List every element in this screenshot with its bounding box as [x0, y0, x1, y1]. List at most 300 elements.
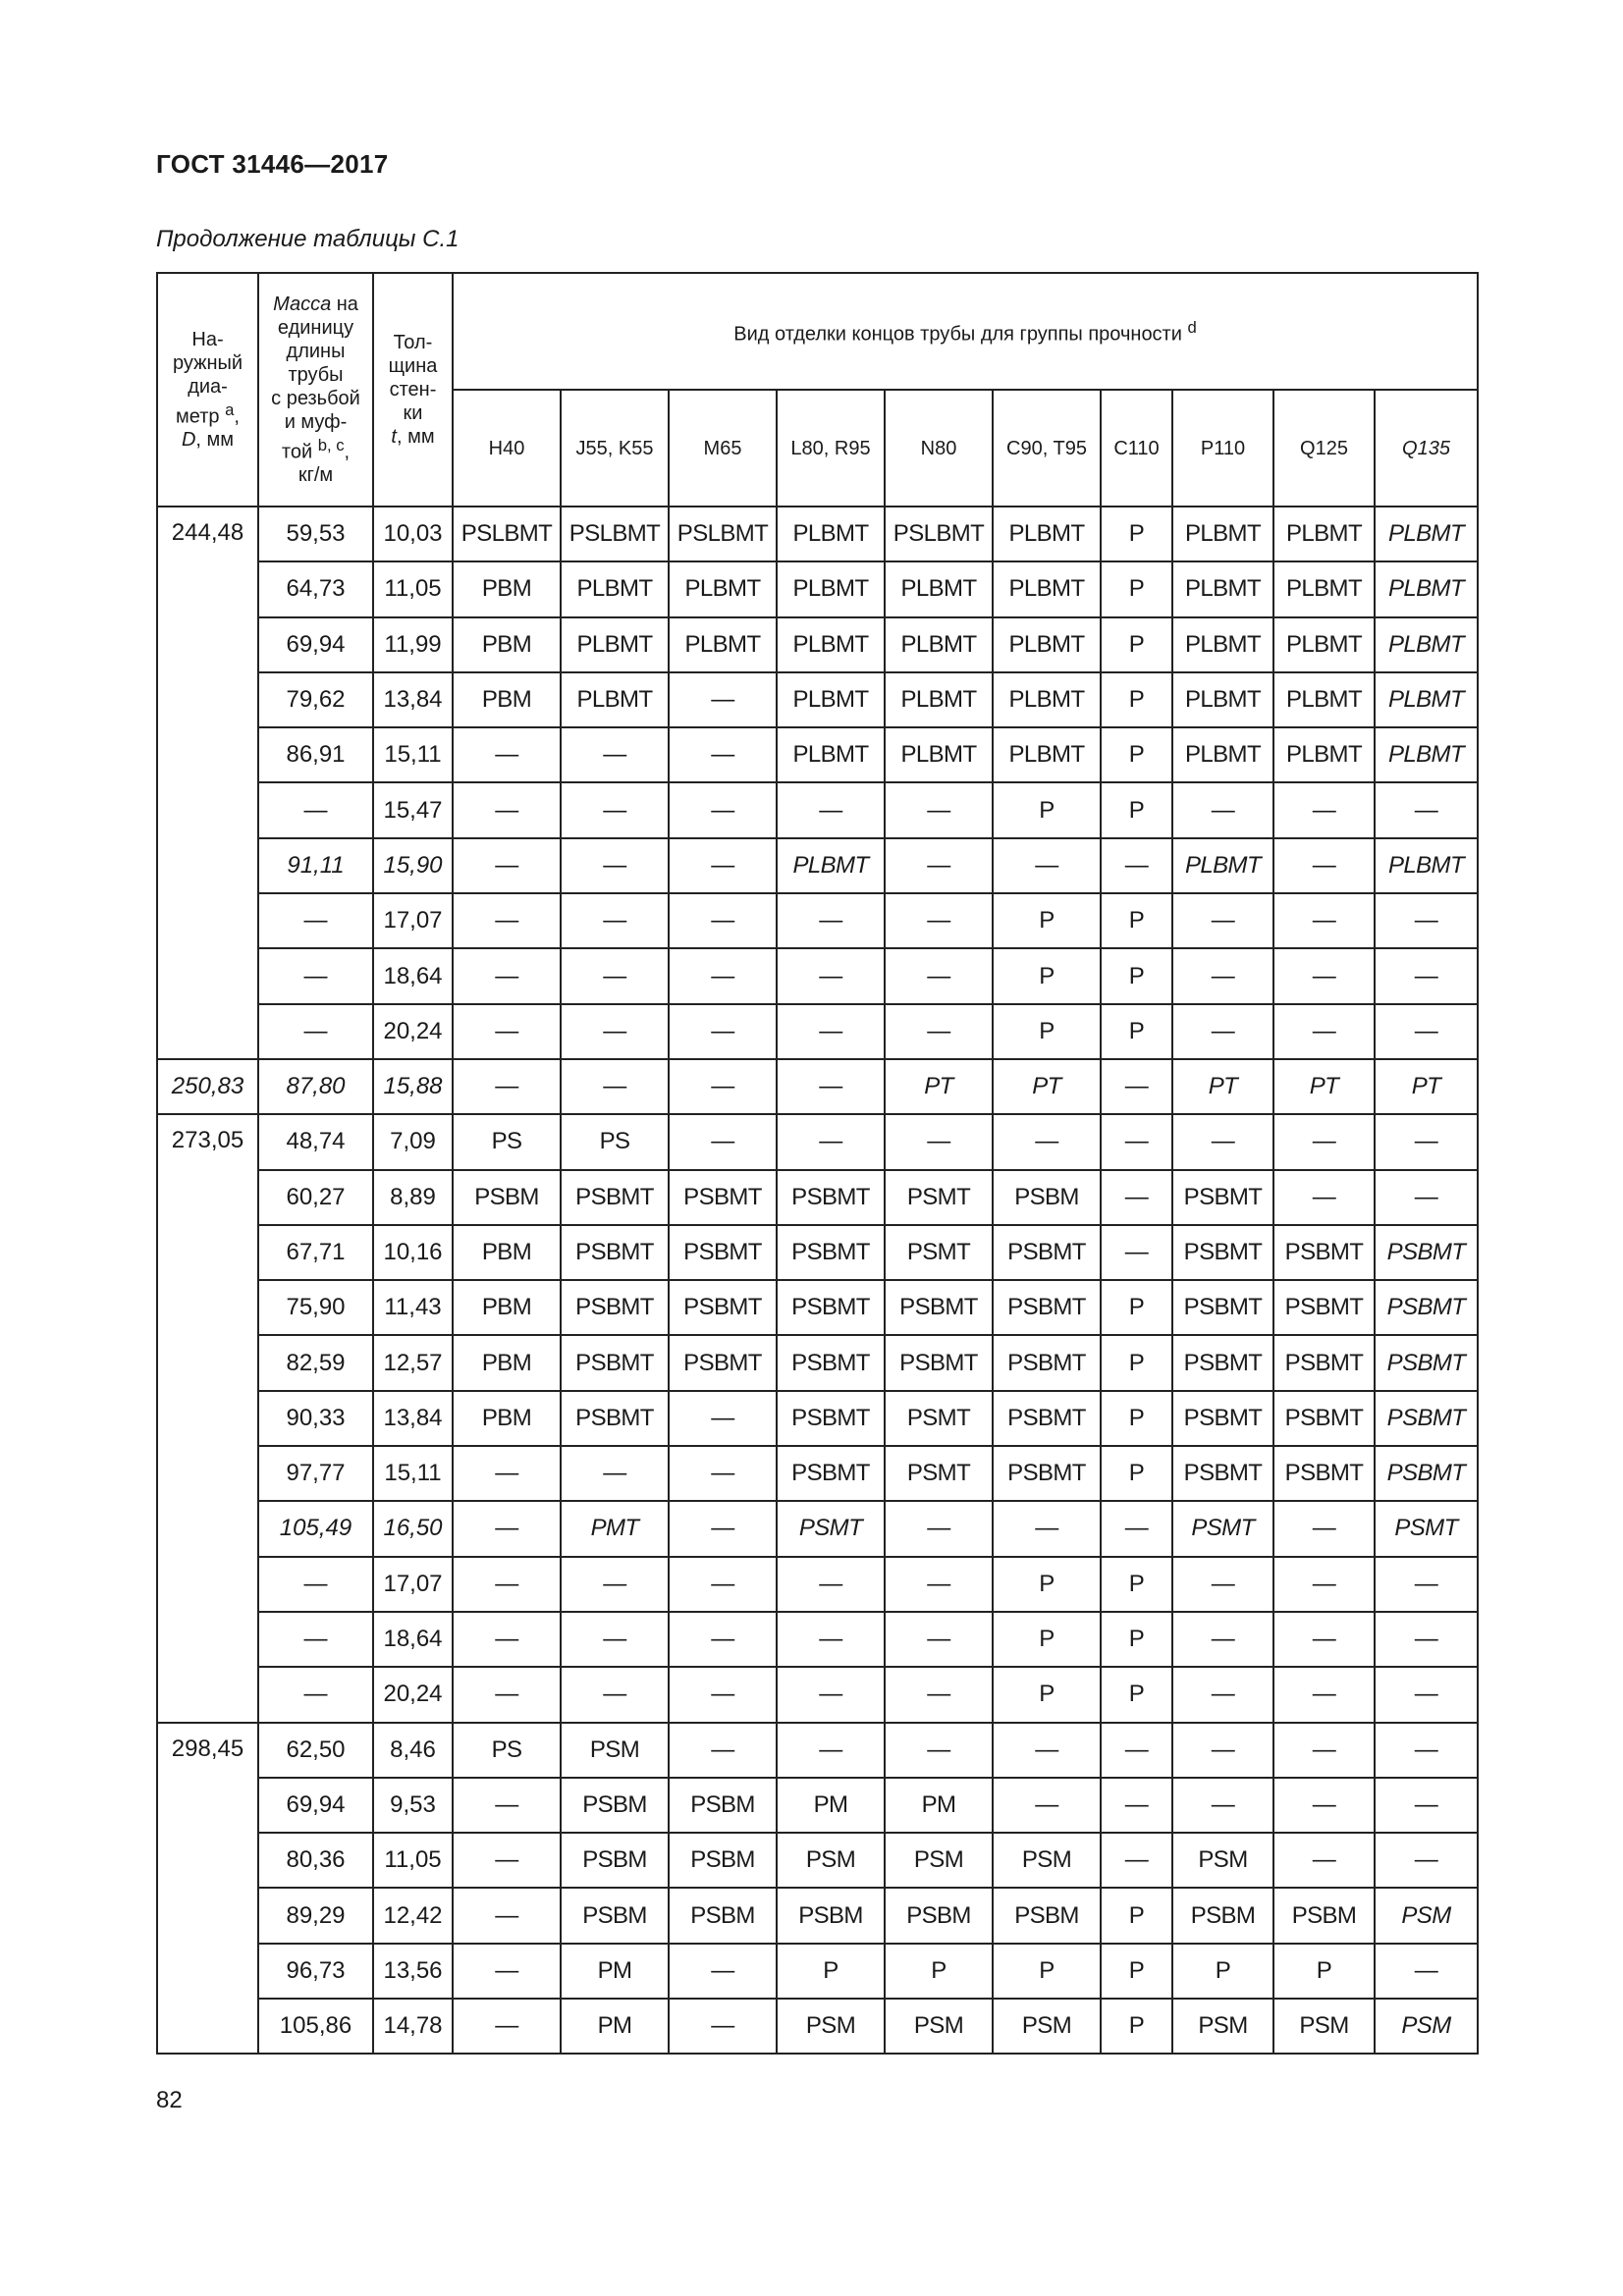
- finish-cell: PSM: [993, 1999, 1101, 2054]
- grade-header: Q135: [1375, 390, 1478, 507]
- finish-cell: —: [885, 1667, 993, 1722]
- finish-cell: —: [1101, 1225, 1172, 1280]
- thickness-cell: 15,47: [373, 782, 453, 837]
- table-row: [157, 1391, 1478, 1446]
- finish-cell: PSM: [993, 1833, 1101, 1888]
- finish-cell: PSMT: [885, 1446, 993, 1501]
- finish-cell: —: [1273, 1170, 1375, 1225]
- finish-cell: PLBMT: [777, 507, 885, 561]
- finish-cell: P: [1101, 1391, 1172, 1446]
- finish-cell: —: [1375, 1778, 1478, 1833]
- thickness-cell: 10,03: [373, 507, 453, 561]
- finish-cell: PSBMT: [1172, 1391, 1273, 1446]
- finish-cell: PLBMT: [561, 561, 669, 616]
- finish-cell: —: [1273, 1667, 1375, 1722]
- finish-cell: —: [453, 1557, 561, 1612]
- finish-cell: —: [1273, 893, 1375, 948]
- finish-cell: —: [453, 727, 561, 782]
- finish-cell: —: [1273, 1612, 1375, 1667]
- finish-cell: P: [885, 1944, 993, 1999]
- thickness-cell: 11,05: [373, 561, 453, 616]
- finish-cell: —: [669, 1114, 777, 1169]
- finish-cell: PLBMT: [777, 672, 885, 727]
- finish-cell: PSBMT: [993, 1446, 1101, 1501]
- finish-cell: PSLBMT: [453, 507, 561, 561]
- thickness-cell: 15,11: [373, 1446, 453, 1501]
- finish-cell: PSM: [561, 1723, 669, 1778]
- finish-cell: P: [993, 1557, 1101, 1612]
- finish-cell: P: [1101, 1612, 1172, 1667]
- finish-cell: PM: [561, 1944, 669, 1999]
- finish-cell: —: [453, 1999, 561, 2054]
- finish-cell: PLBMT: [1273, 727, 1375, 782]
- finish-cell: —: [669, 1944, 777, 1999]
- finish-cell: —: [1273, 1501, 1375, 1556]
- finish-cell: PLBMT: [669, 561, 777, 616]
- finish-cell: PSBMT: [1273, 1446, 1375, 1501]
- finish-cell: PSBMT: [777, 1225, 885, 1280]
- finish-cell: P: [993, 782, 1101, 837]
- finish-cell: —: [777, 1667, 885, 1722]
- table-row: [157, 1335, 1478, 1390]
- finish-cell: PBM: [453, 1335, 561, 1390]
- finish-cell: PSBMT: [993, 1335, 1101, 1390]
- table-row: [157, 561, 1478, 616]
- finish-cell: PLBMT: [993, 617, 1101, 672]
- grade-header: C110: [1101, 390, 1172, 507]
- finish-cell: —: [669, 948, 777, 1003]
- finish-cell: —: [669, 1612, 777, 1667]
- finish-cell: —: [453, 1833, 561, 1888]
- header-mass: Масса на единицу длины трубы с резьбой и муф- той $^{b, c}$, кг/м: [258, 273, 373, 507]
- finish-cell: PLBMT: [1273, 617, 1375, 672]
- thickness-cell: 13,84: [373, 672, 453, 727]
- finish-cell: —: [669, 1723, 777, 1778]
- table-row: [157, 727, 1478, 782]
- finish-cell: PLBMT: [1172, 617, 1273, 672]
- finish-cell: PSBMT: [993, 1391, 1101, 1446]
- mass-cell: —: [258, 782, 373, 837]
- finish-cell: —: [1172, 1778, 1273, 1833]
- thickness-cell: 20,24: [373, 1667, 453, 1722]
- finish-cell: PLBMT: [777, 727, 885, 782]
- grade-header: M65: [669, 390, 777, 507]
- finish-cell: —: [453, 1501, 561, 1556]
- finish-cell: —: [1101, 1170, 1172, 1225]
- mass-cell: 90,33: [258, 1391, 373, 1446]
- thickness-cell: 12,42: [373, 1888, 453, 1943]
- mass-cell: 105,86: [258, 1999, 373, 2054]
- finish-cell: —: [777, 1557, 885, 1612]
- finish-cell: PS: [453, 1723, 561, 1778]
- mass-cell: —: [258, 1557, 373, 1612]
- page-number: 82: [156, 2087, 183, 2113]
- finish-cell: —: [993, 1114, 1101, 1169]
- finish-cell: —: [669, 1667, 777, 1722]
- table-row: [157, 1557, 1478, 1612]
- finish-cell: —: [777, 1612, 885, 1667]
- mass-cell: 87,80: [258, 1059, 373, 1114]
- finish-cell: PSBM: [453, 1170, 561, 1225]
- finish-cell: PSBMT: [1172, 1225, 1273, 1280]
- table-row: [157, 1114, 1478, 1169]
- table-row: [157, 1501, 1478, 1556]
- finish-cell: P: [1101, 1667, 1172, 1722]
- finish-cell: PLBMT: [993, 727, 1101, 782]
- finish-cell: PLBMT: [561, 617, 669, 672]
- finish-cell: —: [1375, 1723, 1478, 1778]
- table-row: [157, 1280, 1478, 1335]
- table-row: [157, 617, 1478, 672]
- finish-cell: —: [669, 782, 777, 837]
- finish-cell: —: [1172, 1114, 1273, 1169]
- finish-cell: PBM: [453, 561, 561, 616]
- finish-cell: PSBM: [1172, 1888, 1273, 1943]
- finish-cell: P: [993, 1004, 1101, 1059]
- finish-cell: P: [1101, 672, 1172, 727]
- finish-cell: —: [453, 1004, 561, 1059]
- finish-cell: PT: [1375, 1059, 1478, 1114]
- finish-cell: PSBM: [561, 1778, 669, 1833]
- diameter-cell: 273,05: [157, 1114, 258, 1722]
- finish-cell: PLBMT: [885, 672, 993, 727]
- finish-cell: PT: [885, 1059, 993, 1114]
- mass-cell: 82,59: [258, 1335, 373, 1390]
- finish-cell: —: [453, 1612, 561, 1667]
- finish-cell: PLBMT: [1273, 507, 1375, 561]
- finish-cell: —: [561, 893, 669, 948]
- finish-cell: —: [1101, 1059, 1172, 1114]
- finish-cell: PSBMT: [1172, 1280, 1273, 1335]
- finish-cell: —: [453, 838, 561, 893]
- finish-cell: —: [561, 1557, 669, 1612]
- finish-cell: PSBMT: [1273, 1335, 1375, 1390]
- thickness-cell: 18,64: [373, 1612, 453, 1667]
- finish-cell: PLBMT: [1273, 672, 1375, 727]
- finish-cell: PSM: [1375, 1999, 1478, 2054]
- finish-cell: —: [561, 1667, 669, 1722]
- finish-cell: —: [1172, 1612, 1273, 1667]
- finish-cell: —: [1172, 1557, 1273, 1612]
- finish-cell: PS: [453, 1114, 561, 1169]
- finish-cell: PSBMT: [669, 1280, 777, 1335]
- finish-cell: PLBMT: [669, 617, 777, 672]
- finish-cell: PSBM: [993, 1888, 1101, 1943]
- finish-cell: PM: [777, 1778, 885, 1833]
- finish-cell: —: [561, 782, 669, 837]
- finish-cell: —: [453, 1059, 561, 1114]
- finish-cell: PSM: [885, 1833, 993, 1888]
- finish-cell: PSBMT: [777, 1170, 885, 1225]
- finish-cell: —: [1101, 1114, 1172, 1169]
- finish-cell: —: [561, 1446, 669, 1501]
- table-caption: Продолжение таблицы С.1: [156, 226, 460, 252]
- finish-cell: PSBMT: [777, 1280, 885, 1335]
- finish-cell: —: [1172, 1004, 1273, 1059]
- mass-cell: 89,29: [258, 1888, 373, 1943]
- finish-cell: PSM: [777, 1833, 885, 1888]
- finish-cell: —: [669, 1059, 777, 1114]
- finish-cell: —: [1172, 782, 1273, 837]
- finish-cell: PLBMT: [1172, 672, 1273, 727]
- mass-cell: 62,50: [258, 1723, 373, 1778]
- table-row: [157, 1612, 1478, 1667]
- finish-cell: —: [777, 893, 885, 948]
- finish-cell: —: [885, 838, 993, 893]
- mass-cell: 79,62: [258, 672, 373, 727]
- finish-cell: PBM: [453, 617, 561, 672]
- finish-cell: P: [1101, 1004, 1172, 1059]
- finish-cell: P: [1101, 561, 1172, 616]
- grade-header: Q125: [1273, 390, 1375, 507]
- mass-cell: 96,73: [258, 1944, 373, 1999]
- finish-cell: PS: [561, 1114, 669, 1169]
- finish-cell: P: [1101, 1557, 1172, 1612]
- finish-cell: P: [1172, 1944, 1273, 1999]
- finish-cell: PSBMT: [561, 1335, 669, 1390]
- finish-cell: —: [1273, 1833, 1375, 1888]
- thickness-cell: 17,07: [373, 893, 453, 948]
- finish-cell: P: [1101, 893, 1172, 948]
- finish-cell: PLBMT: [993, 507, 1101, 561]
- finish-cell: —: [777, 1059, 885, 1114]
- finish-cell: —: [1172, 1667, 1273, 1722]
- finish-cell: PT: [1273, 1059, 1375, 1114]
- finish-cell: —: [669, 1999, 777, 2054]
- finish-cell: PSBM: [1273, 1888, 1375, 1943]
- header-diameter: На- ружный диа- метр $^a$, D, мм: [157, 273, 258, 507]
- finish-cell: —: [561, 838, 669, 893]
- finish-cell: PSMT: [885, 1391, 993, 1446]
- finish-cell: PSBMT: [1375, 1335, 1478, 1390]
- finish-cell: PSMT: [885, 1225, 993, 1280]
- table-row: [157, 1225, 1478, 1280]
- finish-cell: PLBMT: [777, 838, 885, 893]
- finish-cell: PSBMT: [993, 1225, 1101, 1280]
- finish-cell: PSM: [1273, 1999, 1375, 2054]
- finish-cell: PSBMT: [669, 1225, 777, 1280]
- finish-cell: —: [1101, 838, 1172, 893]
- grade-header: L80, R95: [777, 390, 885, 507]
- finish-cell: PSBMT: [1375, 1280, 1478, 1335]
- finish-cell: P: [1101, 1888, 1172, 1943]
- mass-cell: —: [258, 893, 373, 948]
- finish-cell: —: [1375, 948, 1478, 1003]
- table-row: [157, 1446, 1478, 1501]
- finish-cell: —: [1101, 1778, 1172, 1833]
- finish-cell: —: [669, 672, 777, 727]
- finish-cell: —: [1101, 1723, 1172, 1778]
- mass-cell: 80,36: [258, 1833, 373, 1888]
- finish-cell: —: [885, 948, 993, 1003]
- mass-cell: 86,91: [258, 727, 373, 782]
- finish-cell: PSM: [1172, 1999, 1273, 2054]
- finish-cell: PSBMT: [1172, 1170, 1273, 1225]
- finish-cell: PSMT: [1172, 1501, 1273, 1556]
- mass-cell: 60,27: [258, 1170, 373, 1225]
- finish-cell: —: [993, 1778, 1101, 1833]
- thickness-cell: 11,99: [373, 617, 453, 672]
- finish-cell: PLBMT: [1375, 507, 1478, 561]
- finish-cell: —: [1273, 1004, 1375, 1059]
- finish-cell: PLBMT: [885, 727, 993, 782]
- finish-cell: PSMT: [1375, 1501, 1478, 1556]
- finish-cell: PT: [1172, 1059, 1273, 1114]
- finish-cell: —: [561, 948, 669, 1003]
- finish-cell: PBM: [453, 1225, 561, 1280]
- finish-cell: —: [1375, 1667, 1478, 1722]
- thickness-cell: 9,53: [373, 1778, 453, 1833]
- finish-cell: —: [777, 1004, 885, 1059]
- finish-cell: —: [993, 1501, 1101, 1556]
- finish-cell: PSBMT: [561, 1170, 669, 1225]
- thickness-cell: 15,11: [373, 727, 453, 782]
- finish-cell: PLBMT: [993, 672, 1101, 727]
- finish-cell: PSLBMT: [669, 507, 777, 561]
- finish-cell: —: [561, 727, 669, 782]
- finish-cell: —: [1172, 893, 1273, 948]
- finish-cell: PLBMT: [1375, 617, 1478, 672]
- finish-cell: —: [453, 1667, 561, 1722]
- finish-cell: P: [1101, 617, 1172, 672]
- finish-cell: P: [1101, 1446, 1172, 1501]
- finish-cell: PSBM: [561, 1888, 669, 1943]
- finish-cell: —: [453, 948, 561, 1003]
- mass-cell: 69,94: [258, 1778, 373, 1833]
- finish-cell: —: [993, 838, 1101, 893]
- finish-cell: —: [1375, 1612, 1478, 1667]
- finish-cell: PT: [993, 1059, 1101, 1114]
- table-row: [157, 1888, 1478, 1943]
- finish-cell: —: [669, 1557, 777, 1612]
- finish-cell: PSBM: [885, 1888, 993, 1943]
- finish-cell: PSBM: [669, 1888, 777, 1943]
- finish-cell: PSLBMT: [885, 507, 993, 561]
- finish-cell: PBM: [453, 1391, 561, 1446]
- finish-cell: PSMT: [885, 1170, 993, 1225]
- finish-cell: PSLBMT: [561, 507, 669, 561]
- finish-cell: PSBMT: [1273, 1391, 1375, 1446]
- thickness-cell: 14,78: [373, 1999, 453, 2054]
- finish-cell: —: [1273, 838, 1375, 893]
- table-row: [157, 1059, 1478, 1114]
- mass-cell: 97,77: [258, 1446, 373, 1501]
- mass-cell: 67,71: [258, 1225, 373, 1280]
- finish-cell: —: [885, 1501, 993, 1556]
- pipe-end-finish-table: [156, 272, 1479, 2055]
- finish-cell: —: [885, 1557, 993, 1612]
- finish-cell: —: [885, 893, 993, 948]
- thickness-cell: 11,43: [373, 1280, 453, 1335]
- finish-cell: PSBMT: [993, 1280, 1101, 1335]
- finish-cell: P: [1101, 507, 1172, 561]
- table-row: [157, 948, 1478, 1003]
- mass-cell: —: [258, 948, 373, 1003]
- finish-cell: PSBM: [669, 1778, 777, 1833]
- finish-cell: —: [453, 1888, 561, 1943]
- finish-cell: —: [885, 1612, 993, 1667]
- finish-cell: P: [1101, 727, 1172, 782]
- finish-cell: PLBMT: [777, 561, 885, 616]
- table-row: [157, 1999, 1478, 2054]
- finish-cell: —: [669, 1501, 777, 1556]
- finish-cell: —: [561, 1004, 669, 1059]
- finish-cell: PLBMT: [561, 672, 669, 727]
- header-thickness: Тол- щина стен- ки t, мм: [373, 273, 453, 507]
- finish-cell: —: [561, 1059, 669, 1114]
- table-row: [157, 1667, 1478, 1722]
- finish-cell: PLBMT: [1375, 838, 1478, 893]
- finish-cell: PSBMT: [777, 1446, 885, 1501]
- finish-cell: —: [453, 893, 561, 948]
- thickness-cell: 11,05: [373, 1833, 453, 1888]
- finish-cell: —: [1273, 782, 1375, 837]
- finish-cell: —: [1172, 1723, 1273, 1778]
- thickness-cell: 13,56: [373, 1944, 453, 1999]
- finish-cell: PMT: [561, 1501, 669, 1556]
- finish-cell: PSBM: [669, 1833, 777, 1888]
- finish-cell: —: [885, 1723, 993, 1778]
- table-row: [157, 507, 1478, 561]
- thickness-cell: 13,84: [373, 1391, 453, 1446]
- thickness-cell: 20,24: [373, 1004, 453, 1059]
- finish-cell: —: [1375, 1114, 1478, 1169]
- finish-cell: —: [453, 782, 561, 837]
- grade-header: H40: [453, 390, 561, 507]
- finish-cell: —: [1375, 1004, 1478, 1059]
- finish-cell: PSBMT: [669, 1170, 777, 1225]
- mass-cell: 69,94: [258, 617, 373, 672]
- finish-cell: —: [1273, 1114, 1375, 1169]
- finish-cell: —: [885, 1004, 993, 1059]
- finish-cell: —: [561, 1612, 669, 1667]
- finish-cell: PM: [561, 1999, 669, 2054]
- finish-cell: —: [669, 727, 777, 782]
- grade-header: N80: [885, 390, 993, 507]
- mass-cell: 64,73: [258, 561, 373, 616]
- finish-cell: —: [669, 1391, 777, 1446]
- finish-cell: PLBMT: [777, 617, 885, 672]
- table-row: [157, 1170, 1478, 1225]
- thickness-cell: 8,46: [373, 1723, 453, 1778]
- finish-cell: —: [453, 1778, 561, 1833]
- finish-cell: —: [1101, 1501, 1172, 1556]
- finish-cell: PSBMT: [1375, 1391, 1478, 1446]
- finish-cell: PLBMT: [1375, 727, 1478, 782]
- table-row: [157, 782, 1478, 837]
- finish-cell: P: [993, 893, 1101, 948]
- document-id: ГОСТ 31446—2017: [156, 149, 389, 179]
- finish-cell: —: [1375, 1833, 1478, 1888]
- finish-cell: —: [669, 1446, 777, 1501]
- thickness-cell: 15,90: [373, 838, 453, 893]
- finish-cell: PSM: [1172, 1833, 1273, 1888]
- grade-header: J55, K55: [561, 390, 669, 507]
- finish-cell: PSBMT: [777, 1335, 885, 1390]
- table-row: [157, 1944, 1478, 1999]
- finish-cell: P: [1101, 1999, 1172, 2054]
- mass-cell: —: [258, 1612, 373, 1667]
- finish-cell: PM: [885, 1778, 993, 1833]
- finish-cell: —: [777, 948, 885, 1003]
- header-finish-group: Вид отделки концов трубы для группы прочности $^d$: [453, 273, 1478, 390]
- mass-cell: 59,53: [258, 507, 373, 561]
- finish-cell: PSBM: [777, 1888, 885, 1943]
- finish-cell: —: [1375, 782, 1478, 837]
- finish-cell: PSBMT: [885, 1280, 993, 1335]
- mass-cell: —: [258, 1667, 373, 1722]
- finish-cell: PSBMT: [1375, 1225, 1478, 1280]
